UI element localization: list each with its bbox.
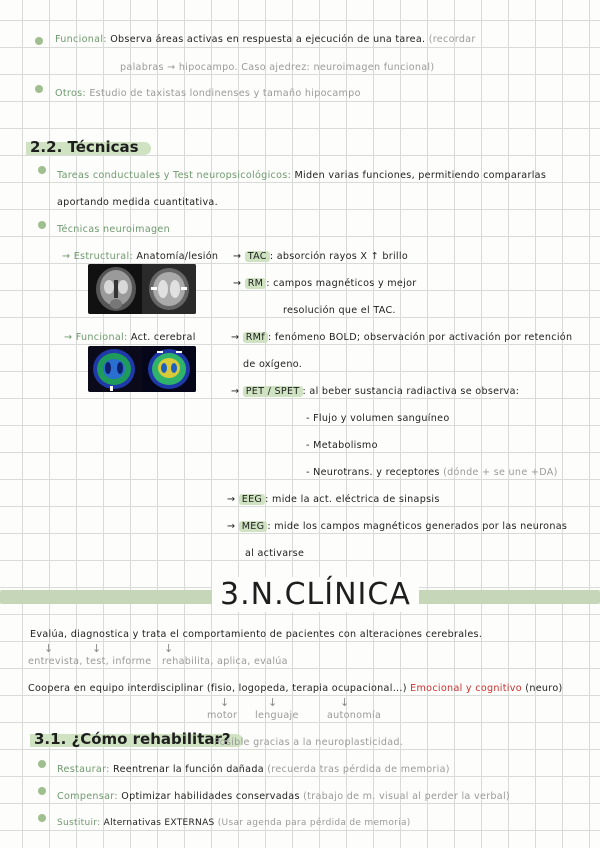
clinica-line2-text: Coopera en equipo interdisciplinar (fisio, logopeda, terapia ocupacional...) — [28, 683, 407, 694]
eeg-label: EEG — [239, 494, 265, 505]
rehab-item-text: Reentrenar la función dañada — [113, 764, 264, 775]
section-31-subtitle: Posible gracias a la neuroplasticidad. — [214, 737, 404, 748]
pet-line — [231, 386, 519, 397]
rm-line2: resolución que el TAC. — [283, 305, 396, 316]
estructural-label: → Estructural: — [62, 251, 133, 262]
rmf-label: RMf — [243, 332, 268, 343]
tareas-line — [57, 170, 546, 181]
estructural-text: Anatomía/lesión — [136, 251, 219, 262]
arrow-icon: → — [231, 386, 240, 397]
meg-text: : mide los campos magnéticos generados por las neuronas — [267, 521, 568, 532]
rmf-line — [231, 332, 572, 343]
pet-item: - Neurotrans. y receptores — [306, 467, 440, 478]
rm-text: : campos magnéticos y mejor — [266, 278, 417, 289]
arrow-icon: → — [231, 332, 240, 343]
arrow-icon: → — [227, 494, 236, 505]
bullet-dot — [35, 85, 43, 93]
clinica-line1: Evalúa, diagnostica y trata el comportamiento de pacientes con alteraciones cerebrales. — [30, 629, 483, 640]
arrow-icon: → — [233, 278, 242, 289]
arrow-down-icon: ↓ — [44, 642, 54, 655]
rehab-item-text: Optimizar habilidades conservadas — [121, 791, 300, 802]
bullet-dot — [35, 37, 43, 45]
clinica-sub2: rehabilita, aplica, evalúa — [162, 656, 288, 667]
pet-label: PET / SPET — [243, 386, 303, 397]
clinica-sub1: entrevista, test, informe — [28, 656, 152, 667]
otros-label: Otros: — [55, 88, 86, 99]
rehab-item-note: (trabajo de m. visual al perder la verbal) — [303, 791, 510, 802]
rehab-item-label: Restaurar: — [57, 764, 110, 775]
clinica-line2-red: Emocional y cognitivo — [410, 683, 522, 694]
bullet-dot — [38, 166, 46, 174]
rehab-item-text: Alternativas EXTERNAS — [103, 818, 215, 828]
arrow-down-icon: ↓ — [164, 642, 174, 655]
arrow-down-icon: ↓ — [340, 696, 350, 709]
section-title-text: 2.2. Técnicas — [30, 138, 139, 156]
pet-scan-image — [88, 346, 196, 392]
functional-scan-image — [88, 346, 196, 392]
funcional-line2: palabras → hipocampo. Caso ajedrez: neuroimagen funcional) — [120, 62, 435, 73]
rmf-text: : fenómeno BOLD; observación por activación por retención — [267, 332, 573, 343]
estructural-line — [62, 251, 218, 262]
clinica-line2 — [28, 683, 563, 694]
rm-label: RM — [245, 278, 267, 289]
bullet-dot — [38, 814, 46, 822]
bullet-dot — [38, 221, 46, 229]
section-title-3-1 — [34, 730, 231, 748]
pet-text: : al beber sustancia radiactiva se observa: — [302, 386, 520, 397]
bullet-dot — [38, 760, 46, 768]
rehab-item — [57, 791, 510, 802]
funcional-text: Observa áreas activas en respuesta a ejecución de una tarea. — [110, 34, 426, 45]
rehab-item-note: (recuerda tras pérdida de memoria) — [267, 764, 450, 775]
rehab-item — [57, 764, 450, 775]
arrow-icon: → — [233, 251, 242, 262]
tac-text: : absorción rayos X ↑ brillo — [269, 251, 409, 262]
eeg-line — [227, 494, 440, 505]
funcional-tech-line — [64, 332, 196, 343]
tecnicas-label: Técnicas neuroimagen — [57, 224, 170, 235]
meg-line — [227, 521, 567, 532]
arrow-down-icon: ↓ — [268, 696, 278, 709]
meg-line2: al activarse — [245, 548, 305, 559]
bullet-dot — [38, 787, 46, 795]
rmf-line2: de oxígeno. — [243, 359, 303, 370]
rehab-item-label: Compensar: — [57, 791, 118, 802]
funcional-line — [55, 34, 476, 45]
pet-item: - Flujo y volumen sanguíneo — [306, 413, 450, 424]
funcional-note: (recordar — [428, 34, 476, 45]
otros-line — [55, 88, 361, 99]
pet-item-line — [306, 467, 558, 478]
tac-line — [233, 251, 408, 262]
clinica-sub-motor: motor — [207, 710, 238, 721]
otros-text: Estudio de taxistas londinenses y tamaño hipocampo — [89, 88, 361, 99]
rehab-item-label: Sustituir: — [57, 818, 101, 828]
tareas-label: Tareas conductuales y Test neuropsicológicos: — [57, 170, 292, 181]
funcional-tech-text: Act. cerebral — [130, 332, 196, 343]
pet-item: - Metabolismo — [306, 440, 378, 451]
meg-label: MEG — [239, 521, 268, 532]
mri-coronal-image — [88, 264, 196, 314]
rm-line — [233, 278, 417, 289]
rehab-item — [57, 818, 411, 828]
funcional-label: Funcional: — [55, 34, 107, 45]
section-title-2-2 — [30, 138, 139, 156]
tareas-line2: aportando medida cuantitativa. — [57, 197, 218, 208]
structural-scan-image — [88, 264, 196, 314]
rehab-item-note: (Usar agenda para pérdida de memoria) — [217, 818, 411, 828]
pet-note: (dónde + se une +DA) — [443, 467, 558, 478]
section-title-text: 3.1. ¿Cómo rehabilitar? — [34, 730, 231, 748]
funcional-tech-label: → Funcional: — [64, 332, 128, 343]
arrow-down-icon: ↓ — [92, 642, 102, 655]
clinica-sub-lenguaje: lenguaje — [255, 710, 299, 721]
eeg-text: : mide la act. eléctrica de sinapsis — [265, 494, 440, 505]
arrow-down-icon: ↓ — [220, 696, 230, 709]
tareas-text: Miden varias funciones, permitiendo compararlas — [294, 170, 547, 181]
arrow-icon: → — [227, 521, 236, 532]
clinica-line2-end: (neuro) — [525, 683, 563, 694]
tac-label: TAC — [245, 251, 270, 262]
chapter-title: 3.N.CLÍNICA — [212, 577, 419, 612]
clinica-sub-autonomia: autonomía — [327, 710, 382, 721]
